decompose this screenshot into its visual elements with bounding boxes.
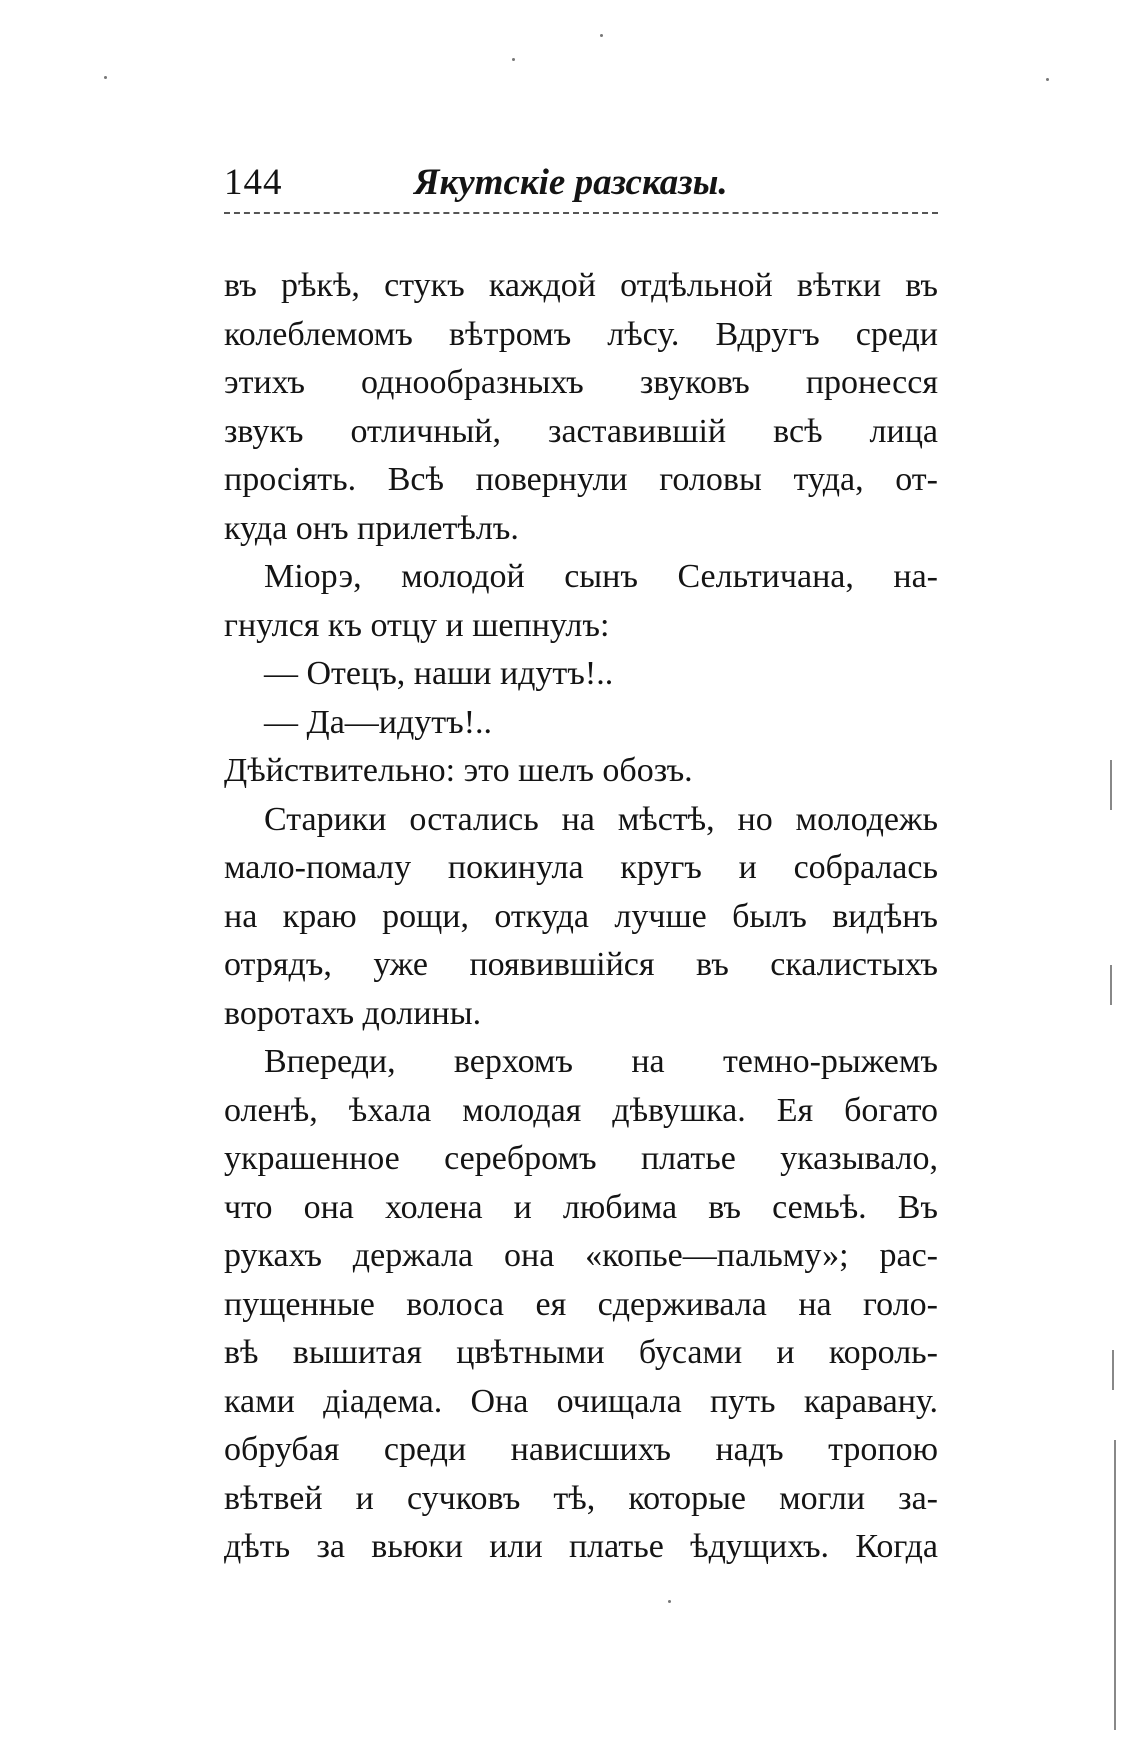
paper-speck <box>104 76 107 79</box>
text-line: этихъ однообразныхъ звуковъ пронесся <box>224 364 938 401</box>
text-line: украшенное серебромъ платье указывало, <box>224 1140 938 1177</box>
text-line: Дѣйствительно: это шелъ обозъ. <box>224 752 693 789</box>
text-line: пущенные волоса ея сдерживала на голо- <box>224 1285 938 1323</box>
text-line: на краю рощи, откуда лучше былъ видѣнъ <box>224 897 938 935</box>
paper-speck <box>1046 78 1049 81</box>
text-line: Міорэ, молодой сынъ Сельтичана, на- <box>264 558 938 595</box>
text-line: воротахъ долины. <box>224 994 482 1032</box>
text-line: просіять. Всѣ повернули головы туда, от- <box>224 461 938 498</box>
text-line: обрубая среди нависшихъ надъ тропою <box>224 1431 938 1468</box>
text-line: въ рѣкѣ, стукъ каждой отдѣльной вѣтки въ <box>224 267 938 304</box>
running-head <box>224 158 938 208</box>
page-number: 144 <box>224 162 283 203</box>
header-rule <box>224 212 938 214</box>
text-line: отрядъ, уже появившійся въ скалистыхъ <box>224 946 938 983</box>
text-line: Впереди, верхомъ на темно-рыжемъ <box>264 1043 938 1080</box>
paper-speck <box>600 34 603 37</box>
text-line: вѣтвей и сучковъ тѣ, которые могли за- <box>224 1479 938 1517</box>
text-line: звукъ отличный, заставившій всѣ лица <box>224 412 938 450</box>
margin-mark <box>1110 760 1112 810</box>
text-line: что она холена и любима въ семьѣ. Въ <box>224 1188 938 1226</box>
running-title: Якутскіе разсказы. <box>414 162 728 203</box>
paper-speck <box>668 1600 671 1603</box>
margin-mark <box>1112 1350 1114 1390</box>
text-line: колеблемомъ вѣтромъ лѣсу. Вдругъ среди <box>224 315 938 353</box>
text-line: — Да—идутъ!.. <box>264 703 493 741</box>
text-line: — Отецъ, наши идутъ!.. <box>264 655 614 692</box>
margin-mark <box>1110 965 1112 1005</box>
text-line: оленѣ, ѣхала молодая дѣвушка. Ея богато <box>224 1091 938 1129</box>
text-line: Старики остались на мѣстѣ, но молодежь <box>264 800 938 838</box>
body-text <box>224 262 938 1572</box>
paper-speck <box>512 58 515 61</box>
margin-mark <box>1114 1440 1116 1730</box>
text-line: ками діадема. Она очищала путь каравану. <box>224 1382 938 1420</box>
text-line: мало-помалу покинула кругъ и собралась <box>224 849 938 886</box>
text-line: гнулся къ отцу и шепнулъ: <box>224 606 610 644</box>
text-line: куда онъ прилетѣлъ. <box>224 509 519 547</box>
text-line: рукахъ держала она «копье—пальму»; рас- <box>224 1237 938 1274</box>
text-line: вѣ вышитая цвѣтными бусами и король- <box>224 1334 938 1371</box>
text-line: дѣть за вьюки или платье ѣдущихъ. Когда <box>224 1528 938 1565</box>
